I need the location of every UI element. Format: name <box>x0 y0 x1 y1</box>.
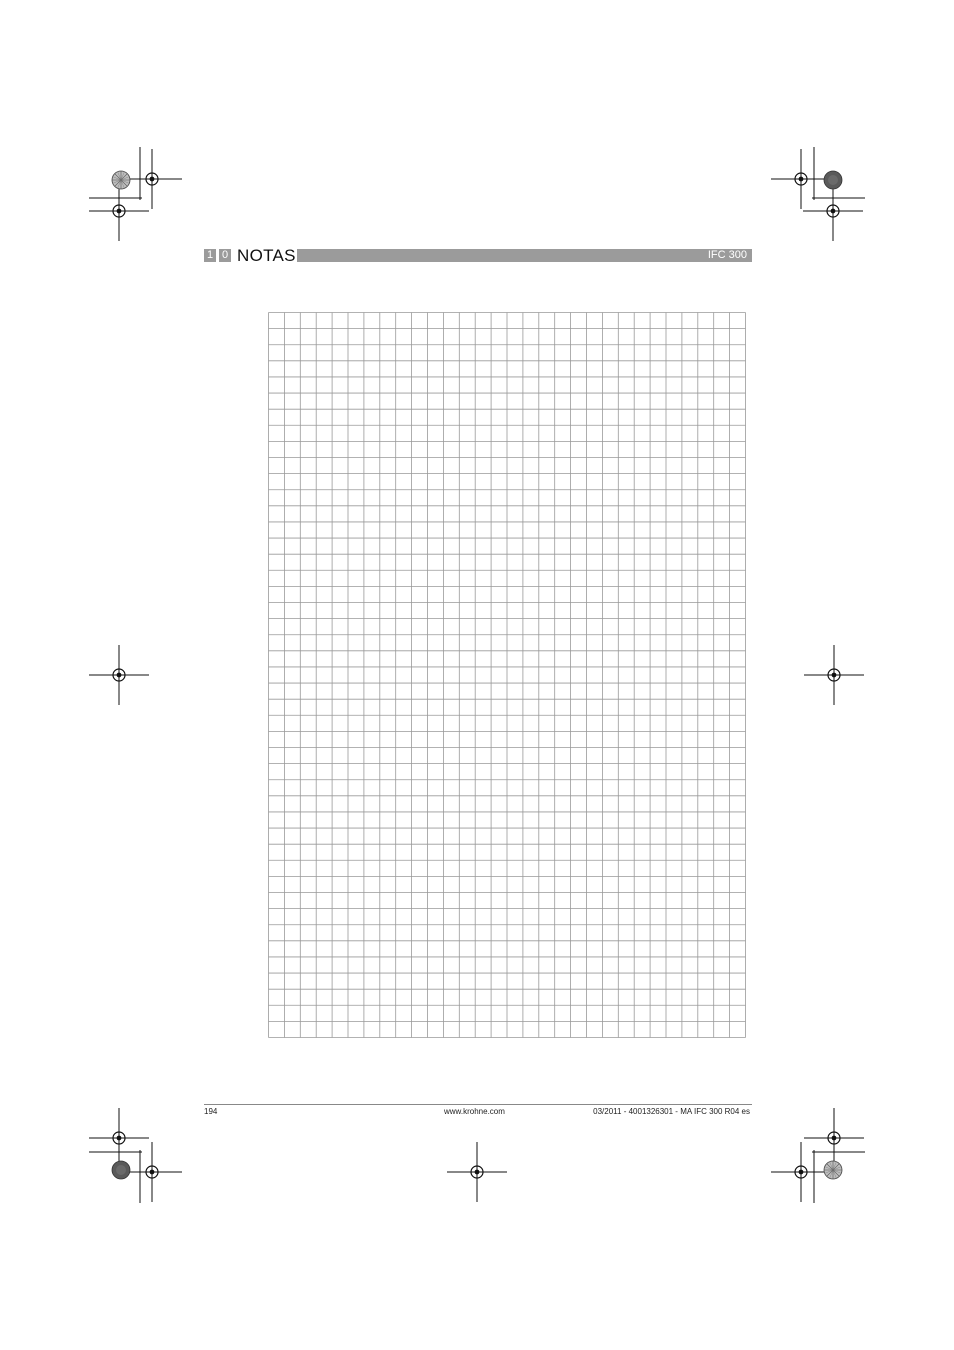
registration-mark-icon <box>804 1108 864 1168</box>
footer-website: www.krohne.com <box>444 1107 505 1116</box>
color-target-icon <box>824 171 842 189</box>
chapter-number-digit: 1 <box>204 249 216 262</box>
chapter-number-digit: 0 <box>219 249 231 262</box>
registration-mark-icon <box>771 149 831 209</box>
registration-mark-icon <box>122 149 182 209</box>
registration-mark-icon <box>803 181 863 241</box>
footer-rule <box>204 1104 752 1105</box>
page-title: NOTAS <box>237 246 296 265</box>
product-name: IFC 300 <box>707 249 747 261</box>
registration-mark-icon <box>804 645 864 705</box>
header-bar <box>297 249 752 262</box>
document-reference: 03/2011 - 4001326301 - MA IFC 300 R04 es <box>593 1107 750 1116</box>
registration-mark-icon <box>89 645 149 705</box>
page-number: 194 <box>204 1107 218 1116</box>
color-target-icon <box>824 1161 842 1179</box>
registration-mark-icon <box>771 1142 831 1202</box>
registration-mark-icon <box>122 1142 182 1202</box>
notes-grid <box>268 312 746 1038</box>
page-header <box>204 245 752 267</box>
color-target-icon <box>112 171 130 189</box>
registration-mark-icon <box>447 1142 507 1202</box>
color-target-icon <box>112 1161 130 1179</box>
